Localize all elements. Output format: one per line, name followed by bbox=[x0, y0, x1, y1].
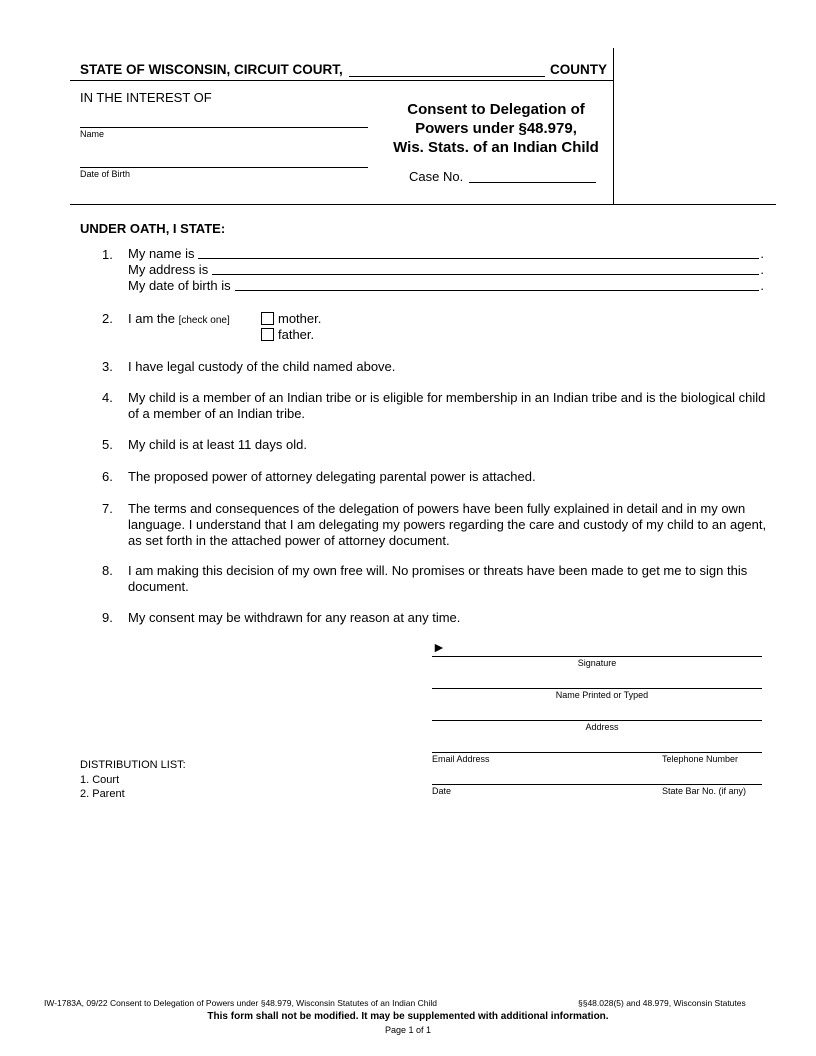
item-5-number: 5. bbox=[102, 437, 113, 452]
item-4-text: My child is a member of an Indian tribe or is eligible for membership in an Indian tribe and is the biological child of a member of an Indian tribe. bbox=[128, 390, 766, 421]
form-title-line1: Consent to Delegation of bbox=[407, 101, 585, 118]
court-caption-county: COUNTY bbox=[550, 62, 607, 77]
item-6-number: 6. bbox=[102, 469, 113, 484]
my-dob-label: My date of birth is bbox=[128, 278, 231, 293]
caption-divider bbox=[70, 80, 613, 81]
case-no-line bbox=[469, 182, 596, 183]
item-2-number: 2. bbox=[102, 311, 113, 326]
case-no-label: Case No. bbox=[409, 169, 464, 184]
item-9-text: My consent may be withdrawn for any reason at any time. bbox=[128, 610, 461, 625]
child-name-label: Name bbox=[80, 129, 105, 139]
form-title bbox=[378, 100, 614, 157]
my-dob-row bbox=[128, 278, 764, 294]
name-printed-line[interactable] bbox=[432, 688, 762, 689]
distribution-item-parent: 2. Parent bbox=[80, 788, 125, 800]
mother-checkbox[interactable] bbox=[261, 312, 274, 325]
court-caption bbox=[80, 62, 343, 77]
in-interest-of-label: IN THE INTEREST OF bbox=[80, 90, 212, 105]
signature-arrow-icon: ► bbox=[432, 639, 446, 655]
item-5-text: My child is at least 11 days old. bbox=[128, 437, 307, 452]
form-title-line3: Wis. Stats. of an Indian Child bbox=[393, 139, 599, 156]
my-name-period: . bbox=[760, 246, 764, 261]
item-7-text: The terms and consequences of the delegation of powers have been fully explained in detail and in my own language. I understand that I am delegating my powers regarding the care and custody of my child to an agent, as set forth in the attached power of attorney document. bbox=[128, 501, 767, 548]
my-name-label: My name is bbox=[128, 246, 195, 261]
signature-label: Signature bbox=[577, 658, 617, 668]
item-2-hint: [check one] bbox=[178, 315, 230, 326]
email-phone-line[interactable] bbox=[432, 752, 762, 753]
my-dob-line bbox=[235, 278, 760, 291]
father-checkbox[interactable] bbox=[261, 328, 274, 341]
child-dob-line bbox=[80, 167, 368, 168]
date-bar-line[interactable] bbox=[432, 784, 762, 785]
my-dob-period: . bbox=[760, 278, 764, 293]
father-label: father. bbox=[278, 327, 315, 342]
state-bar-label: State Bar No. (if any) bbox=[662, 786, 747, 796]
item-6-text: The proposed power of attorney delegating parental power is attached. bbox=[128, 469, 536, 484]
footer-page-number: Page 1 of 1 bbox=[384, 1025, 432, 1035]
court-caption-left: STATE OF WISCONSIN, CIRCUIT COURT, bbox=[80, 62, 343, 77]
distribution-title: DISTRIBUTION LIST: bbox=[80, 759, 186, 771]
date-label: Date bbox=[432, 786, 452, 796]
my-address-period: . bbox=[760, 262, 764, 277]
item-1-number: 1. bbox=[102, 247, 113, 262]
my-name-row bbox=[128, 246, 764, 262]
address-label: Address bbox=[585, 722, 619, 732]
my-address-row bbox=[128, 262, 764, 278]
mother-label: mother. bbox=[278, 311, 322, 326]
item-7-number: 7. bbox=[102, 501, 113, 516]
item-3-number: 3. bbox=[102, 359, 113, 374]
child-dob-label: Date of Birth bbox=[80, 169, 131, 179]
item-9-number: 9. bbox=[102, 610, 113, 625]
item-8-number: 8. bbox=[102, 563, 113, 578]
signature-line[interactable] bbox=[432, 656, 762, 657]
footer-statutes: §§48.028(5) and 48.979, Wisconsin Statutes bbox=[578, 998, 746, 1008]
item-8-text: I am making this decision of my own free will. No promises or threats have been made to get me to sign this document. bbox=[128, 563, 748, 594]
telephone-label: Telephone Number bbox=[662, 754, 739, 764]
distribution-list bbox=[80, 758, 186, 801]
my-address-label: My address is bbox=[128, 262, 209, 277]
my-name-line bbox=[198, 246, 759, 259]
footer-form-id: IW-1783A, 09/22 Consent to Delegation of Powers under §48.979, Wisconsin Statutes of an Indian Child bbox=[44, 998, 437, 1008]
distribution-item-court: 1. Court bbox=[80, 774, 120, 786]
item-2-text bbox=[128, 311, 230, 326]
name-printed-label: Name Printed or Typed bbox=[555, 690, 649, 700]
form-title-line2: Powers under §48.979, bbox=[415, 120, 577, 137]
my-address-line bbox=[212, 262, 759, 275]
footer-notice: This form shall not be modified. It may be supplemented with additional information. bbox=[207, 1011, 609, 1022]
oath-heading: UNDER OATH, I STATE: bbox=[80, 221, 226, 236]
item-3-text: I have legal custody of the child named above. bbox=[128, 359, 396, 374]
item-4-number: 4. bbox=[102, 390, 113, 405]
address-line[interactable] bbox=[432, 720, 762, 721]
email-label: Email Address bbox=[432, 754, 490, 764]
caption-bottom-rule bbox=[70, 204, 776, 205]
child-name-line bbox=[80, 127, 368, 128]
county-blank-line bbox=[349, 76, 545, 77]
item-2-label: I am the bbox=[128, 311, 175, 326]
